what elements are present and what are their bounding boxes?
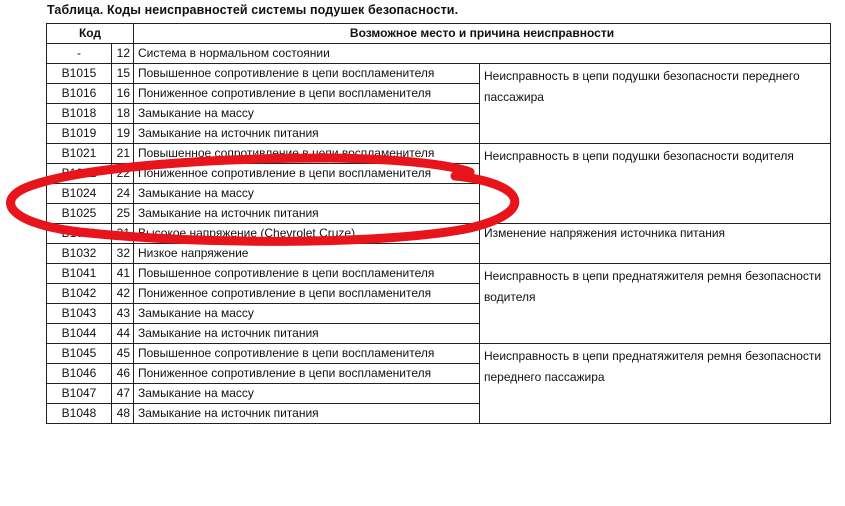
table-row — [47, 144, 831, 164]
cause-cell: Повышенное сопротивление в цепи воспламенителя — [134, 344, 480, 364]
group-cell: Неисправность в цепи подушки безопасности водителя — [480, 144, 831, 224]
number-cell: 18 — [112, 104, 134, 124]
cause-cell: Пониженное сопротивление в цепи воспламенителя — [134, 284, 480, 304]
number-cell: 44 — [112, 324, 134, 344]
code-cell: B1031 — [47, 224, 112, 244]
number-cell: 32 — [112, 244, 134, 264]
header-code: Код — [47, 24, 134, 44]
cause-cell: Низкое напряжение — [134, 244, 480, 264]
number-cell: 16 — [112, 84, 134, 104]
group-cell: Неисправность в цепи преднатяжителя ремня безопасности водителя — [480, 264, 831, 344]
header-description: Возможное место и причина неисправности — [134, 24, 831, 44]
code-cell: B1046 — [47, 364, 112, 384]
number-cell: 24 — [112, 184, 134, 204]
number-cell: 21 — [112, 144, 134, 164]
code-cell: B1019 — [47, 124, 112, 144]
table-title: Таблица. Коды неисправностей системы подушек безопасности. — [47, 3, 459, 17]
code-cell: - — [47, 44, 112, 64]
cause-cell: Замыкание на массу — [134, 304, 480, 324]
number-cell: 45 — [112, 344, 134, 364]
table-row — [47, 64, 831, 84]
code-cell: B1032 — [47, 244, 112, 264]
cause-cell: Повышенное сопротивление в цепи воспламенителя — [134, 64, 480, 84]
number-cell: 25 — [112, 204, 134, 224]
table-row — [47, 264, 831, 284]
table-row — [47, 344, 831, 364]
table-row — [47, 44, 831, 64]
cause-cell: Повышенное сопротивление в цепи воспламенителя — [134, 264, 480, 284]
cause-cell: Замыкание на источник питания — [134, 124, 480, 144]
number-cell: 43 — [112, 304, 134, 324]
code-cell: B1048 — [47, 404, 112, 424]
cause-cell: Пониженное сопротивление в цепи воспламенителя — [134, 364, 480, 384]
cause-cell: Замыкание на источник питания — [134, 324, 480, 344]
group-cell: Изменение напряжения источника питания — [480, 224, 831, 264]
number-cell: 41 — [112, 264, 134, 284]
cause-cell: Замыкание на источник питания — [134, 204, 480, 224]
code-cell: B1044 — [47, 324, 112, 344]
cause-cell: Пониженное сопротивление в цепи воспламенителя — [134, 84, 480, 104]
cause-cell: Замыкание на источник питания — [134, 404, 480, 424]
cause-cell: Пониженное сопротивление в цепи воспламенителя — [134, 164, 480, 184]
code-cell: B1025 — [47, 204, 112, 224]
table-row — [47, 224, 831, 244]
code-cell: B1021 — [47, 144, 112, 164]
number-cell: 46 — [112, 364, 134, 384]
cause-cell: Повышенное сопротивление в цепи воспламенителя — [134, 144, 480, 164]
code-cell: B1042 — [47, 284, 112, 304]
cause-cell: Замыкание на массу — [134, 384, 480, 404]
number-cell: 12 — [112, 44, 134, 64]
number-cell: 15 — [112, 64, 134, 84]
code-cell: B1015 — [47, 64, 112, 84]
code-cell: B1024 — [47, 184, 112, 204]
code-cell: B1043 — [47, 304, 112, 324]
number-cell: 31 — [112, 224, 134, 244]
number-cell: 22 — [112, 164, 134, 184]
code-cell: B1047 — [47, 384, 112, 404]
cause-cell: Система в нормальном состоянии — [134, 44, 831, 64]
group-cell: Неисправность в цепи подушки безопасности переднего пассажира — [480, 64, 831, 144]
number-cell: 19 — [112, 124, 134, 144]
number-cell: 47 — [112, 384, 134, 404]
cause-cell: Замыкание на массу — [134, 184, 480, 204]
table-header-row — [47, 24, 831, 44]
code-cell: B1016 — [47, 84, 112, 104]
cause-cell: Замыкание на массу — [134, 104, 480, 124]
code-cell: B1018 — [47, 104, 112, 124]
code-cell: B1045 — [47, 344, 112, 364]
number-cell: 42 — [112, 284, 134, 304]
code-cell: B1041 — [47, 264, 112, 284]
group-cell: Неисправность в цепи преднатяжителя ремня безопасности переднего пассажира — [480, 344, 831, 424]
number-cell: 48 — [112, 404, 134, 424]
fault-codes-table — [46, 23, 831, 424]
code-cell: B1022 — [47, 164, 112, 184]
cause-cell: Высокое напряжение (Chevrolet Cruze) — [134, 224, 480, 244]
